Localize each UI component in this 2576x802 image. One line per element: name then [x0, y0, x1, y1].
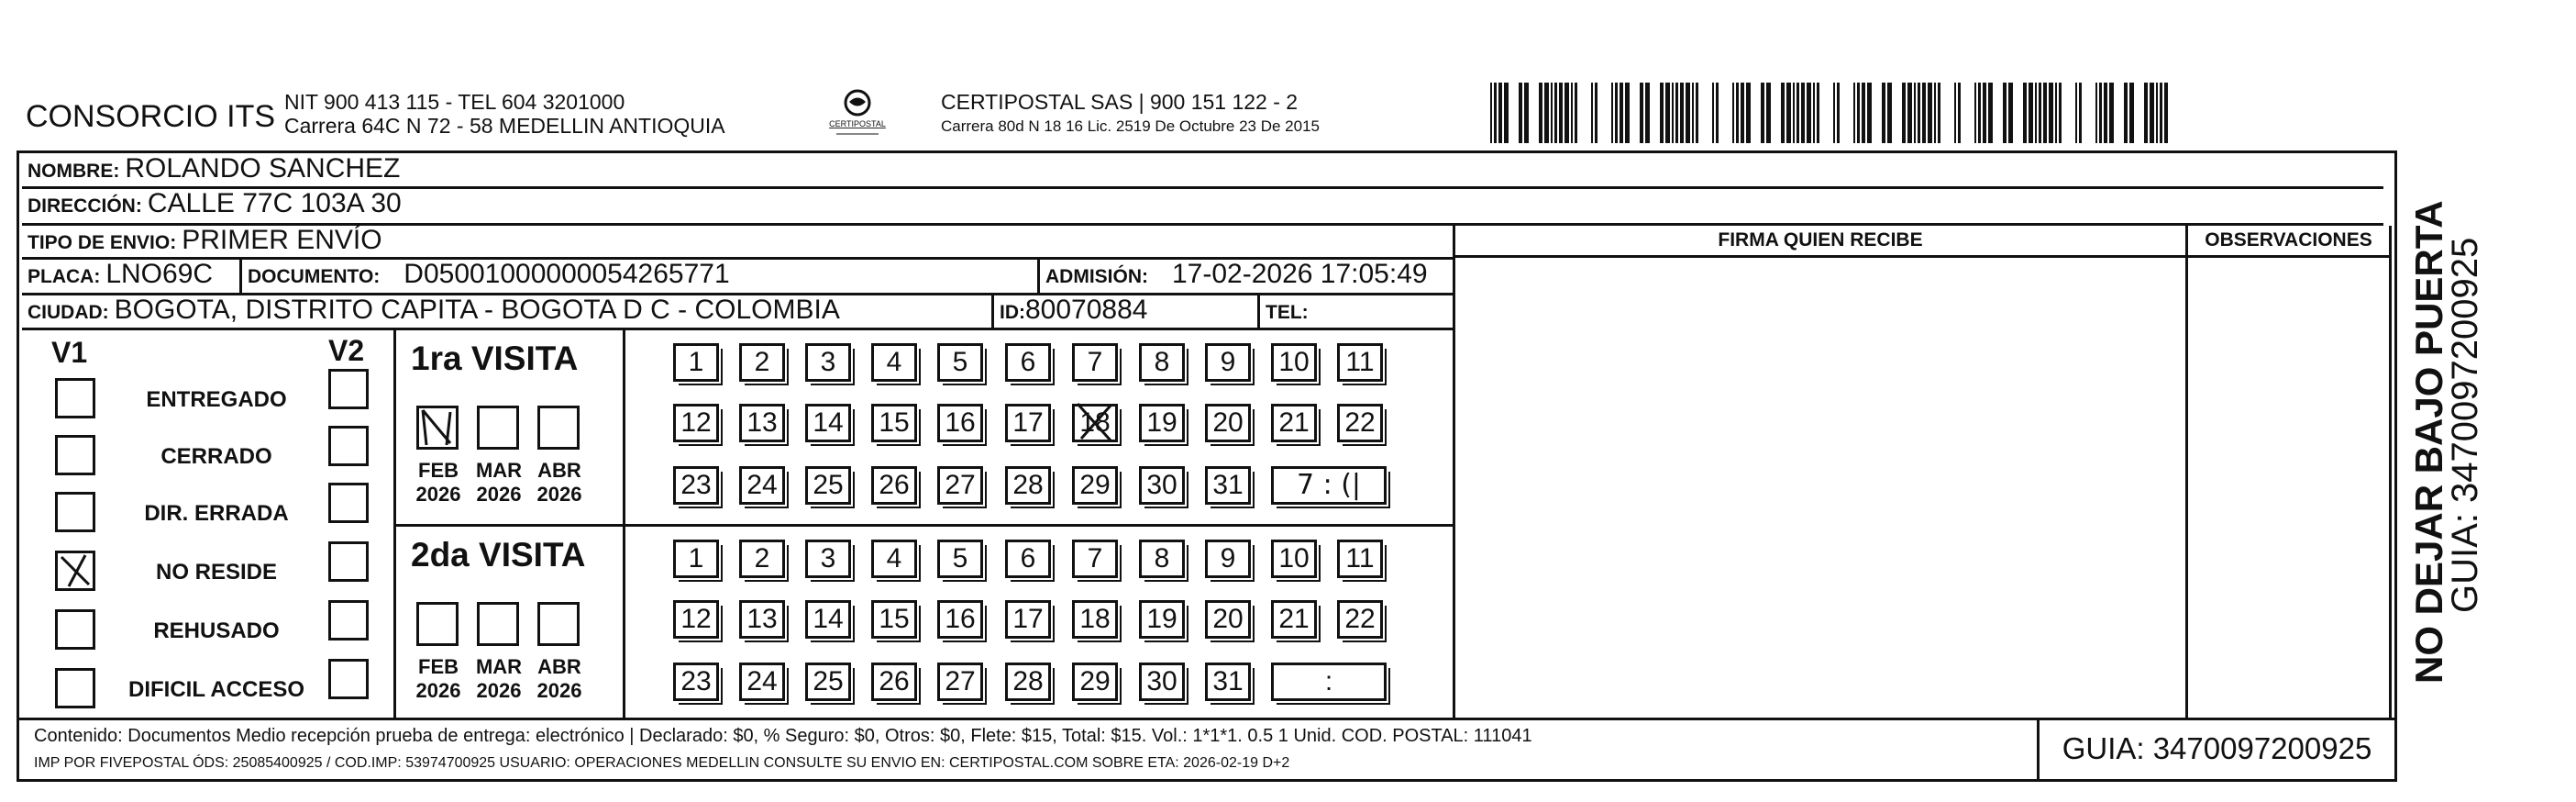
company-name: CONSORCIO ITS — [26, 99, 276, 134]
barcode-bar — [1504, 83, 1509, 143]
second-visit-day-21[interactable]: 21 — [1271, 600, 1317, 639]
barcode-bar — [1591, 83, 1593, 143]
first-visit-day-29[interactable]: 29 — [1072, 466, 1118, 505]
barcode-bar — [1746, 83, 1751, 143]
second-visit-day-13[interactable]: 13 — [739, 600, 785, 639]
side-warning: NO DEJAR BAJO PUERTA — [2407, 200, 2450, 684]
second-visit-day-6[interactable]: 6 — [1005, 540, 1051, 578]
barcode-bar — [1686, 83, 1690, 143]
second-visit-day-31[interactable]: 31 — [1205, 663, 1251, 701]
barcode-bar — [2160, 83, 2162, 143]
second-visit-day-4[interactable]: 4 — [871, 540, 917, 578]
barcode-bar — [1902, 83, 1906, 143]
second-visit-day-18[interactable]: 18 — [1072, 600, 1118, 639]
barcode-bar — [1793, 83, 1795, 143]
second-visit-day-9[interactable]: 9 — [1205, 540, 1251, 578]
second-visit-day-11[interactable]: 11 — [1337, 540, 1383, 578]
second-visit-month-label: ABR — [537, 655, 581, 678]
first-visit-day-8[interactable]: 8 — [1139, 343, 1185, 382]
barcode-bar — [1781, 83, 1785, 143]
second-visit-day-16[interactable]: 16 — [937, 600, 983, 639]
barcode-bar — [2109, 83, 2114, 143]
second-visit-day-27[interactable]: 27 — [937, 663, 983, 701]
v2-checkbox-3[interactable] — [328, 483, 369, 523]
barcode-bar — [2129, 83, 2134, 143]
barcode-bar — [1554, 83, 1557, 143]
first-visit-panel — [396, 330, 625, 527]
barcode-bar — [1766, 83, 1771, 143]
second-visit-day-24[interactable]: 24 — [739, 663, 785, 701]
barcode-bar — [1732, 83, 1734, 143]
second-visit-day-3[interactable]: 3 — [805, 540, 851, 578]
first-visit-day-25[interactable]: 25 — [805, 466, 851, 505]
barcode-bar — [1571, 83, 1573, 143]
barcode-bar — [1862, 83, 1865, 143]
status-panel — [22, 330, 396, 718]
direccion-label: DIRECCIÓN: — [28, 195, 142, 217]
barcode-bar — [1640, 83, 1643, 143]
first-visit-day-18[interactable]: 18 — [1072, 404, 1118, 442]
barcode-bar — [1680, 83, 1684, 143]
barcode-bar — [2023, 83, 2027, 143]
second-visit-day-15[interactable]: 15 — [871, 600, 917, 639]
barcode-bar — [2035, 83, 2037, 143]
first-visit-day-14[interactable]: 14 — [805, 404, 851, 442]
first-visit-time-box[interactable]: 7 : (| — [1271, 466, 1387, 505]
observaciones-column — [2188, 226, 2392, 718]
admision-value: 17-02-2026 17:05:49 — [1172, 259, 1428, 289]
barcode-bar — [1712, 83, 1714, 143]
v2-checkbox-2[interactable] — [328, 426, 369, 466]
nombre-row — [22, 154, 2383, 189]
nombre-value: ROLANDO SANCHEZ — [125, 153, 401, 184]
barcode-bar — [1611, 83, 1613, 143]
first-visit-month-box-abr[interactable] — [537, 406, 580, 450]
barcode-bar — [2156, 83, 2158, 143]
first-visit-day-30[interactable]: 30 — [1139, 466, 1185, 505]
certipostal-title: CERTIPOSTAL SAS | 900 151 122 - 2 — [941, 90, 1299, 114]
barcode-bar — [1857, 83, 1860, 143]
certipostal-sub: Carrera 80d N 18 16 Lic. 2519 De Octubre 23 De 2015 — [941, 117, 1320, 135]
second-visit-day-14[interactable]: 14 — [805, 600, 851, 639]
barcode-bar — [1922, 83, 1926, 143]
ciudad-row — [22, 295, 1453, 330]
second-visit-day-20[interactable]: 20 — [1205, 600, 1251, 639]
barcode-bar — [1974, 83, 1976, 143]
v2-header: V2 — [328, 334, 365, 367]
barcode-bar — [1938, 83, 1940, 143]
status-reason-label: CERRADO — [160, 444, 272, 469]
first-visit-day-20[interactable]: 20 — [1205, 404, 1251, 442]
footer-guia-box — [2037, 720, 2394, 782]
first-visit-day-2[interactable]: 2 — [739, 343, 785, 382]
barcode-bar — [1625, 83, 1630, 143]
second-visit-day-2[interactable]: 2 — [739, 540, 785, 578]
first-visit-day-6[interactable]: 6 — [1005, 343, 1051, 382]
v2-checkbox-4[interactable] — [328, 541, 369, 582]
certipostal-logo — [816, 88, 899, 143]
v1-checkbox-6[interactable] — [55, 668, 95, 708]
barcode-bar — [1934, 83, 1936, 143]
ciudad-label: CIUDAD: — [28, 302, 109, 323]
placa-label: PLACA: — [28, 266, 101, 287]
first-visit-day-27[interactable]: 27 — [937, 466, 983, 505]
first-visit-day-9[interactable]: 9 — [1205, 343, 1251, 382]
barcode-bar — [2049, 83, 2053, 143]
barcode-bar — [2099, 83, 2102, 143]
barcode-bar — [1978, 83, 1981, 143]
tel-label: TEL: — [1266, 302, 1309, 323]
v2-checkbox-6[interactable] — [328, 659, 369, 699]
barcode-bar — [1817, 83, 1819, 143]
barcode-bar — [1524, 83, 1529, 143]
v1-checkbox-4[interactable] — [55, 551, 95, 591]
barcode-bar — [2039, 83, 2041, 143]
second-visit-month-box-abr[interactable] — [537, 602, 580, 646]
barcode-bar — [1801, 83, 1805, 143]
id-value: 80070884 — [1025, 295, 1148, 325]
barcode-bar — [2059, 83, 2062, 143]
company-nit: NIT 900 413 115 - TEL 604 3201000 — [284, 90, 625, 114]
first-visit-day-mark — [1074, 400, 1116, 444]
barcode-bar — [1813, 83, 1815, 143]
first-visit-month-label: ABR — [537, 459, 581, 482]
first-visit-day-13[interactable]: 13 — [739, 404, 785, 442]
barcode-bar — [1672, 83, 1674, 143]
placa-row — [22, 260, 1453, 295]
barcode-bar — [2144, 83, 2148, 143]
footer — [19, 718, 2394, 782]
first-visit-day-23[interactable]: 23 — [673, 466, 719, 505]
v2-checkbox-5[interactable] — [328, 600, 369, 640]
barcode-bar — [2003, 83, 2007, 143]
observaciones-header: OBSERVACIONES — [2188, 226, 2389, 258]
status-reason-label: NO RESIDE — [155, 560, 278, 585]
first-visit-day-5[interactable]: 5 — [937, 343, 983, 382]
second-visit-day-29[interactable]: 29 — [1072, 663, 1118, 701]
barcode-bar — [1887, 83, 1892, 143]
footer-contenido: Contenido: Documentos Medio recepción prueba de entrega: electrónico | Declarado: $0, % Seguro: $0, Otros: $0, Flete: $15, Total: $15. Vol.: 1*1*1. 0.5 1 Unid. COD. POSTAL: 111041 — [34, 726, 1532, 746]
second-visit-day-23[interactable]: 23 — [673, 663, 719, 701]
second-visit-year-label: 2026 — [536, 679, 582, 702]
barcode-bar — [2075, 83, 2077, 143]
first-visit-day-31[interactable]: 31 — [1205, 466, 1251, 505]
barcode-bar — [1494, 83, 1497, 143]
barcode-bar — [1490, 83, 1492, 143]
second-visit-month-label: MAR — [475, 655, 523, 678]
tipo-value: PRIMER ENVÍO — [182, 225, 382, 255]
status-reason-label: ENTREGADO — [146, 387, 287, 412]
barcode-bar — [1907, 83, 1912, 143]
second-visit-day-5[interactable]: 5 — [937, 540, 983, 578]
second-visit-day-12[interactable]: 12 — [673, 600, 719, 639]
first-visit-days — [625, 330, 1453, 527]
barcode-bar — [1665, 83, 1670, 143]
first-visit-day-21[interactable]: 21 — [1271, 404, 1317, 442]
nombre-label: NOMBRE: — [28, 161, 120, 182]
second-visit-day-17[interactable]: 17 — [1005, 600, 1051, 639]
first-visit-year-label: 2026 — [415, 483, 461, 506]
company-address: Carrera 64C N 72 - 58 MEDELLIN ANTIOQUIA — [284, 114, 725, 138]
first-visit-day-3[interactable]: 3 — [805, 343, 851, 382]
barcode — [1490, 83, 2169, 143]
id-label: ID: — [1000, 302, 1025, 323]
barcode-bar — [2124, 83, 2128, 143]
status-reason-label: REHUSADO — [153, 618, 280, 643]
barcode-bar — [1716, 83, 1719, 143]
barcode-bar — [1914, 83, 1916, 143]
first-visit-day-11[interactable]: 11 — [1337, 343, 1383, 382]
barcode-bar — [1786, 83, 1791, 143]
barcode-bar — [2055, 83, 2057, 143]
v2-checkbox-1[interactable] — [328, 369, 369, 409]
barcode-bar — [1853, 83, 1855, 143]
tipo-row — [22, 226, 1453, 260]
first-visit-day-12[interactable]: 12 — [673, 404, 719, 442]
barcode-bar — [1797, 83, 1799, 143]
barcode-bar — [1564, 83, 1569, 143]
second-visit-year-label: 2026 — [476, 679, 522, 702]
second-visit-days — [625, 527, 1453, 718]
barcode-bar — [1928, 83, 1932, 143]
barcode-bar — [2104, 83, 2107, 143]
firma-column — [1453, 226, 2188, 718]
second-visit-time-box[interactable]: : — [1271, 663, 1387, 701]
barcode-bar — [1958, 83, 1961, 143]
v1-header: V1 — [51, 336, 88, 369]
first-visit-year-label: 2026 — [536, 483, 582, 506]
ciudad-value: BOGOTA, DISTRITO CAPITA - BOGOTA D C - COLOMBIA — [114, 295, 840, 325]
barcode-bar — [1615, 83, 1618, 143]
second-visit-day-8[interactable]: 8 — [1139, 540, 1185, 578]
firma-header: FIRMA QUIEN RECIBE — [1455, 226, 2185, 258]
footer-guia: GUIA: 3470097200925 — [2062, 731, 2372, 765]
direccion-value: CALLE 77C 103A 30 — [147, 188, 402, 218]
first-visit-day-10[interactable]: 10 — [1271, 343, 1317, 382]
barcode-bar — [1867, 83, 1872, 143]
barcode-bar — [1882, 83, 1885, 143]
first-visit-day-22[interactable]: 22 — [1337, 404, 1383, 442]
barcode-bar — [2095, 83, 2097, 143]
first-visit-day-24[interactable]: 24 — [739, 466, 785, 505]
barcode-bar — [1918, 83, 1920, 143]
barcode-bar — [2150, 83, 2154, 143]
admision-label: ADMISIÓN: — [1045, 266, 1148, 287]
barcode-bar — [2079, 83, 2082, 143]
barcode-bar — [1675, 83, 1678, 143]
barcode-bar — [1696, 83, 1698, 143]
second-visit-day-1[interactable]: 1 — [673, 540, 719, 578]
barcode-bar — [1595, 83, 1598, 143]
documento-label: DOCUMENTO: — [248, 266, 381, 287]
barcode-bar — [1983, 83, 1986, 143]
first-visit-day-4[interactable]: 4 — [871, 343, 917, 382]
first-visit-day-17[interactable]: 17 — [1005, 404, 1051, 442]
second-visit-day-10[interactable]: 10 — [1271, 540, 1317, 578]
second-visit-title: 2da VISITA — [411, 536, 586, 574]
side-guia: GUIA: 3470097200925 — [2445, 237, 2485, 613]
direccion-row — [22, 189, 2383, 226]
documento-value: D05001000000054265771 — [404, 259, 730, 289]
barcode-bar — [1575, 83, 1577, 143]
barcode-bar — [1660, 83, 1664, 143]
first-visit-day-28[interactable]: 28 — [1005, 466, 1051, 505]
second-visit-day-19[interactable]: 19 — [1139, 600, 1185, 639]
second-visit-day-26[interactable]: 26 — [871, 663, 917, 701]
second-visit-month-box-feb[interactable] — [416, 602, 459, 646]
second-visit-day-22[interactable]: 22 — [1337, 600, 1383, 639]
first-visit-year-label: 2026 — [476, 483, 522, 506]
second-visit-year-label: 2026 — [415, 679, 461, 702]
first-visit-title: 1ra VISITA — [411, 340, 579, 377]
barcode-bar — [1761, 83, 1764, 143]
first-visit-month-box-feb[interactable] — [416, 406, 459, 450]
barcode-bar — [2008, 83, 2013, 143]
barcode-bar — [1807, 83, 1811, 143]
barcode-bar — [1741, 83, 1744, 143]
barcode-bar — [1988, 83, 1993, 143]
status-reason-label: DIFICIL ACCESO — [127, 677, 304, 702]
second-visit-panel — [396, 527, 625, 718]
v1-checkbox-1[interactable] — [55, 378, 95, 418]
barcode-bar — [1519, 83, 1522, 143]
barcode-bar — [1954, 83, 1956, 143]
status-reason-label: DIR. ERRADA — [144, 501, 289, 526]
first-visit-day-7[interactable]: 7 — [1072, 343, 1118, 382]
barcode-bar — [1692, 83, 1694, 143]
barcode-bar — [1833, 83, 1835, 143]
first-visit-month-box-mar[interactable] — [477, 406, 519, 450]
barcode-bar — [1539, 83, 1542, 143]
second-visit-month-box-mar[interactable] — [477, 602, 519, 646]
barcode-bar — [1620, 83, 1623, 143]
barcode-bar — [2043, 83, 2047, 143]
barcode-bar — [1736, 83, 1739, 143]
v1-checkbox-3[interactable] — [55, 492, 95, 532]
second-visit-month-label: FEB — [418, 655, 459, 678]
first-visit-day-1[interactable]: 1 — [673, 343, 719, 382]
svg-text:CERTIPOSTAL: CERTIPOSTAL — [829, 119, 886, 128]
second-visit-day-30[interactable]: 30 — [1139, 663, 1185, 701]
barcode-bar — [1837, 83, 1840, 143]
barcode-bar — [2029, 83, 2033, 143]
first-visit-month-label: FEB — [418, 459, 459, 482]
barcode-bar — [1559, 83, 1563, 143]
first-visit-day-16[interactable]: 16 — [937, 404, 983, 442]
placa-value: LNO69C — [105, 259, 214, 289]
first-visit-month-label: MAR — [475, 459, 523, 482]
tipo-label: TIPO DE ENVIO: — [28, 232, 177, 253]
second-visit-day-7[interactable]: 7 — [1072, 540, 1118, 578]
footer-imp: IMP POR FIVEPOSTAL ÓDS: 25085400925 / COD.IMP: 53974700925 USUARIO: OPERACIONES MEDELLIN CONSULTE SU ENVIO EN: CERTIPOSTAL.COM SOBRE ETA: 2026-02-19 D+2 — [34, 755, 1290, 771]
v1-checkbox-2[interactable] — [55, 435, 95, 475]
first-visit-day-26[interactable]: 26 — [871, 466, 917, 505]
v1-checkbox-5[interactable] — [55, 609, 95, 650]
second-visit-day-28[interactable]: 28 — [1005, 663, 1051, 701]
barcode-bar — [1645, 83, 1650, 143]
barcode-bar — [1544, 83, 1549, 143]
barcode-bar — [1551, 83, 1553, 143]
barcode-bar — [1498, 83, 1502, 143]
barcode-bar — [2164, 83, 2168, 143]
second-visit-day-25[interactable]: 25 — [805, 663, 851, 701]
first-visit-day-19[interactable]: 19 — [1139, 404, 1185, 442]
first-visit-day-15[interactable]: 15 — [871, 404, 917, 442]
